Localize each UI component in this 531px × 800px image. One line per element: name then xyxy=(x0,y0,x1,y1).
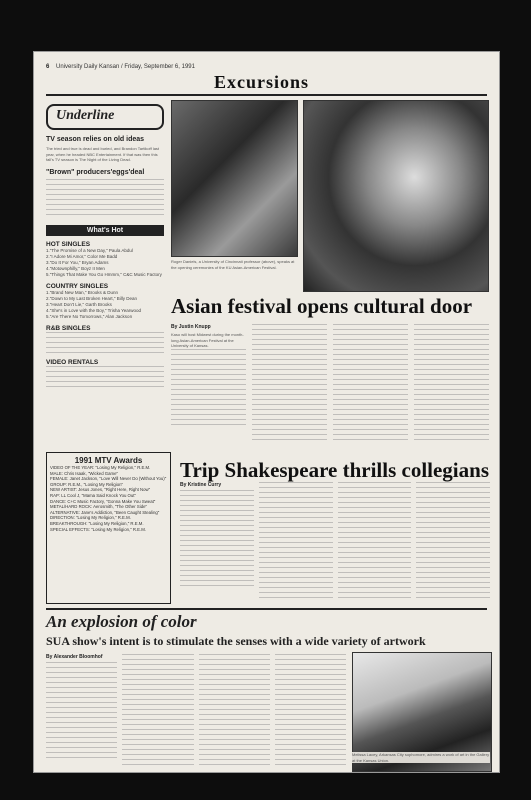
article-column xyxy=(199,654,270,766)
asian-festival-headline: Asian festival opens cultural door xyxy=(171,294,473,318)
article-text xyxy=(46,662,117,758)
tv-headline: TV season relies on old ideas xyxy=(46,136,145,143)
article-column xyxy=(416,482,490,600)
article-lead: Kaso will host Midwest during the month-long Asian-American Festival at the University of Kansas. xyxy=(171,332,244,348)
hot-singles-list xyxy=(46,248,164,278)
list-item: 1."Brand New Man," Brooks & Dunn xyxy=(46,289,118,295)
list-item: 3."Do It For You," Bryan Adams xyxy=(46,259,109,265)
byline: By Alexander Bloomhof xyxy=(46,654,103,660)
tv-text: The tried and true is dead and buried, and Brandon Tartikoff last year, when he headed NBC Entertainment. If that was then this fall's TV season is The Night of the Living Dead. xyxy=(46,146,160,162)
list-item: 3."Heart Don't Lie," Garth Brooks xyxy=(46,301,112,307)
article-column xyxy=(414,324,489,442)
list-item: 2."Down to My Last Broken Heart," Billy Dean xyxy=(46,295,137,301)
brown-headline: "Brown" producers'eggs'deal xyxy=(46,168,145,176)
byline: By Justin Knupp xyxy=(171,324,211,330)
award-item: DANCE: C+C Music Factory, "Gonna Make You Sweat" xyxy=(50,498,156,504)
gallery-caption: Melissa Lacey, Arkansas City sophomore, admires a work of art in the Gallery at the Kansas Union. xyxy=(352,752,490,763)
explosion-subhead: SUA show's intent is to stimulate the senses with a wide variety of artwork xyxy=(46,634,426,648)
section-divider xyxy=(46,608,487,610)
award-item: SPECIAL EFFECTS: "Losing My Religion," R.E.M. xyxy=(50,526,147,532)
list-item: 1."The Promise of a New Day," Paula Abdul xyxy=(46,247,133,253)
award-item: DIRECTION: "Losing My Religion," R.E.M. xyxy=(50,515,131,521)
article-column xyxy=(338,482,412,600)
award-item: METAL/HARD ROCK: Aerosmith, "The Other Side" xyxy=(50,504,148,510)
article-text xyxy=(180,490,254,590)
awards-title: 1991 MTV Awards xyxy=(74,456,143,465)
list-item: 5."Things That Make You Go Hmmm," C&C Music Factory xyxy=(46,271,162,277)
brown-text xyxy=(46,179,164,219)
section-title: Excursions xyxy=(214,72,310,92)
country-title: COUNTRY SINGLES xyxy=(46,282,109,290)
award-item: ALTERNATIVE: Jane's Addiction, "Been Caught Stealing" xyxy=(50,509,160,515)
list-item: 5."Are There No Tomorrows," Alan Jackson xyxy=(46,313,133,319)
award-item: GROUP: R.E.M., "Losing My Religion" xyxy=(50,481,124,487)
article-column xyxy=(46,654,117,766)
article-column xyxy=(122,654,193,766)
list-item: 4."Motownphilly," Boyz II Men xyxy=(46,265,105,271)
hot-singles-title: HOT SINGLES xyxy=(46,240,91,248)
article-column xyxy=(180,482,254,600)
mtv-awards-box xyxy=(46,452,171,604)
country-list xyxy=(46,290,164,320)
award-item: VIDEO OF THE YEAR: "Losing My Religion," R.E.M. xyxy=(50,465,151,470)
rb-list xyxy=(46,332,164,354)
award-item: FEMALE: Janet Jackson, "Love Will Never Do (Without You)" xyxy=(50,476,167,482)
article-column xyxy=(275,654,346,766)
page-number: 6 xyxy=(46,64,50,70)
article-column xyxy=(252,324,327,442)
award-item: NEW ARTIST: Jesus Jones, "Right Here, Right Now" xyxy=(50,487,151,493)
video-list xyxy=(46,366,164,388)
underline-column xyxy=(46,100,164,502)
rb-title: R&B SINGLES xyxy=(46,324,91,332)
article-column xyxy=(171,324,246,442)
speaker-photo xyxy=(303,100,489,292)
photo-caption: Roger Daniels, a University of Cincinnati professor (above), speaks at the opening ceremonies of the KU Asian-American Festival. xyxy=(171,259,295,270)
asian-festival-article xyxy=(171,324,489,442)
header-rule xyxy=(46,94,487,96)
video-title: VIDEO RENTALS xyxy=(46,358,99,366)
festival-photo-left xyxy=(171,100,298,257)
award-item: BREAKTHROUGH: "Losing My Religion," R.E.M. xyxy=(50,520,144,526)
underline-logo: Underline xyxy=(46,104,164,130)
byline: By Kristine Curry xyxy=(180,482,222,488)
article-text xyxy=(171,349,246,429)
newspaper-page xyxy=(34,52,499,772)
explosion-of-color-headline: An explosion of color xyxy=(46,612,197,631)
list-item: 2."I Adore Mi Amor," Color Me Badd xyxy=(46,253,118,259)
article-column xyxy=(259,482,333,600)
award-item: RAP: LL Cool J, "Mama Said Knock You Out" xyxy=(50,492,137,498)
article-column xyxy=(333,324,408,442)
explosion-article xyxy=(46,654,346,766)
trip-shakespeare-article xyxy=(180,482,490,600)
publication-line: University Daily Kansan / Friday, September 6, 1991 xyxy=(56,64,195,70)
whats-hot-bar: What's Hot xyxy=(46,225,164,236)
award-item: MALE: Chris Isaak, "Wicked Game" xyxy=(50,470,118,476)
list-item: 4."She's in Love with the Boy," Trisha Yearwood xyxy=(46,307,142,313)
trip-shakespeare-headline: Trip Shakespeare thrills collegians xyxy=(180,458,489,482)
